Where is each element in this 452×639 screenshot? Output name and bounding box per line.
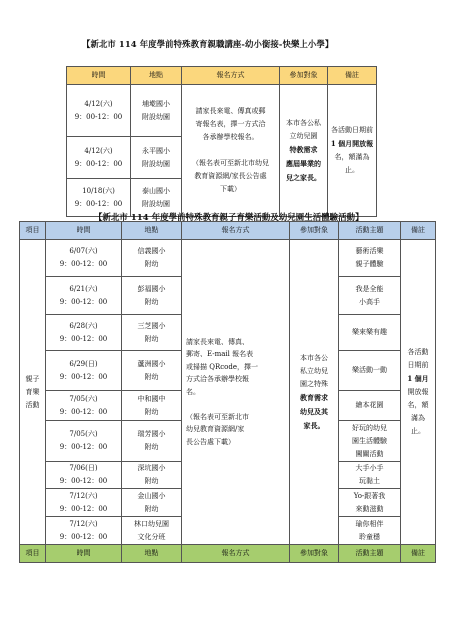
item-cell: 親子 育樂 活動 [20, 240, 46, 545]
signup-method-cell: 請家長來電、傳真、 郵寄、E-mail 報名表 或掃描 QRcode，擇一 方式洽各承辦學校報 名。 （報名表可至新北市 幼兒教育資源網/家 長公告處下載） [182, 240, 290, 545]
place-cell: 泰山國小 附設幼園 [131, 179, 182, 217]
table-row [67, 85, 377, 137]
header-theme: 活動主題 [339, 222, 401, 240]
theme-cell: 繪本花園 [339, 391, 401, 421]
header-place: 地點 [122, 222, 182, 240]
header-place: 地點 [131, 67, 182, 85]
place-cell: 中和國中 附幼 [122, 391, 182, 421]
footer-target: 參加對象 [290, 545, 339, 563]
place-cell: 蘆洲國小 附幼 [122, 351, 182, 391]
time-cell: 6/07(六) 9：00-12：00 [46, 240, 122, 277]
footer-theme: 活動主題 [339, 545, 401, 563]
time-cell: 6/28(六) 9：00-12：00 [46, 315, 122, 351]
table1-title: 【新北市 114 年度學前特殊教育親職講座-幼小銜接-快樂上小學】 [82, 39, 334, 49]
target-cell: 本市各公 私立幼兒 園之特殊 教育需求 幼兒及其 家長。 [290, 240, 339, 545]
header-note: 備註 [328, 67, 377, 85]
header-signup: 報名方式 [182, 67, 280, 85]
header-time: 時間 [67, 67, 131, 85]
time-cell: 6/21(六) 9：00-12：00 [46, 277, 122, 315]
note-cell: 各活動 日期前 1 個月 開放報 名，額 滿為 止。 [401, 240, 436, 545]
table-row [20, 240, 436, 277]
table2-header-row [20, 222, 436, 240]
theme-cell: 樂活動一動 [339, 351, 401, 391]
footer-time: 時間 [46, 545, 122, 563]
theme-cell: 大手小手 玩黏土 [339, 462, 401, 489]
header-time: 時間 [46, 222, 122, 240]
target-cell: 本市各公私 立幼兒園 特教需求 應屆畢業的 兒之家長。 [280, 85, 328, 217]
signup-method-cell: 請家長來電、傳真或郵 寄報名表，擇一方式洽 各承辦學校報名。 （報名表可至新北市幼兒 教育資源網/家長公告處 下載） [182, 85, 280, 217]
footer-note: 備註 [401, 545, 436, 563]
time-cell: 10/18(六) 9：00-12：00 [67, 179, 131, 217]
theme-cell: 藝術活樂 親子體驗 [339, 240, 401, 277]
lecture-schedule-table [66, 66, 377, 217]
place-cell: 埔墘國小 附設幼園 [131, 85, 182, 137]
table2-title: 【新北市 114 年度學前特殊教育親子育樂活動及幼兒園生活體驗活動】 [94, 212, 364, 222]
activity-schedule-table [19, 221, 436, 563]
place-cell: 林口幼兒園 文化分班 [122, 517, 182, 545]
footer-place: 地點 [122, 545, 182, 563]
place-cell: 彭福國小 附幼 [122, 277, 182, 315]
header-item: 項目 [20, 222, 46, 240]
time-cell: 6/29(日) 9：00-12：00 [46, 351, 122, 391]
theme-cell: 好玩的幼兒 園生活體驗 闖關活動 [339, 421, 401, 462]
time-cell: 4/12(六) 9：00-12：00 [67, 137, 131, 179]
place-cell: 深坑國小 附幼 [122, 462, 182, 489]
place-cell: 永平國小 附設幼園 [131, 137, 182, 179]
table1-header-row [67, 67, 377, 85]
note-cell: 各活動日期前 1 個月開放報 名，額滿為 止。 [328, 85, 377, 217]
time-cell: 7/05(六) 9：00-12：00 [46, 391, 122, 421]
theme-cell: 我是全能 小高手 [339, 277, 401, 315]
footer-item: 項目 [20, 545, 46, 563]
time-cell: 7/12(六) 9：00-12：00 [46, 489, 122, 517]
theme-cell: 瑜你相伴 聆童穩 [339, 517, 401, 545]
time-cell: 4/12(六) 9：00-12：00 [67, 85, 131, 137]
header-signup: 報名方式 [182, 222, 290, 240]
table2-footer-row [20, 545, 436, 563]
theme-cell: 樂來樂有趣 [339, 315, 401, 351]
time-cell: 7/06(日) 9：00-12：00 [46, 462, 122, 489]
place-cell: 金山國小 附幼 [122, 489, 182, 517]
place-cell: 瑞芳國小 附幼 [122, 421, 182, 462]
place-cell: 信義國小 附幼 [122, 240, 182, 277]
header-target: 參加對象 [290, 222, 339, 240]
theme-cell: Yo-跟著我 來動滋動 [339, 489, 401, 517]
header-note: 備註 [401, 222, 436, 240]
time-cell: 7/05(六) 9：00-12：00 [46, 421, 122, 462]
place-cell: 三芝國小 附幼 [122, 315, 182, 351]
footer-signup: 報名方式 [182, 545, 290, 563]
time-cell: 7/12(六) 9：00-12：00 [46, 517, 122, 545]
header-target: 參加對象 [280, 67, 328, 85]
